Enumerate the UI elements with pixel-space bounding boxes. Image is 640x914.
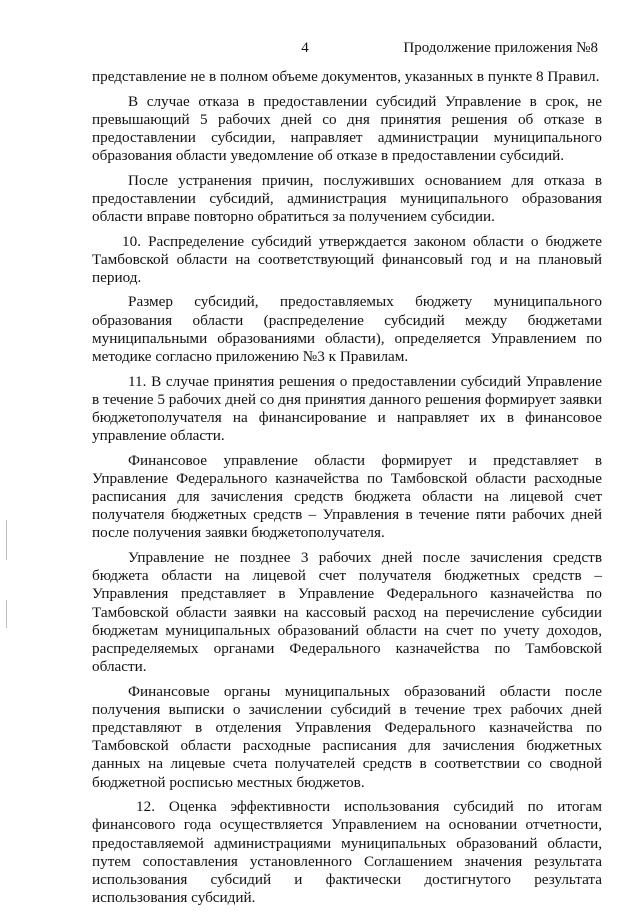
paragraph: 11. В случае принятия решения о предоставлении субсидий Управление в течение 5 рабочих дней со дня принятия данного решения формирует заявки бюджетополучателя на финансирование и направляет их в финансовое управление области. [92,372,602,445]
paragraph: 12. Оценка эффективности использования субсидий по итогам финансового года осуществляется Управлением на основании отчетности, предоставляемой администрациями муниципальных образований области, путем сопоставления установленного Соглашением значения результата использования субсидий и фактически достигнутого результата использования субсидий. [92,798,602,907]
scan-edge-mark [6,600,7,628]
paragraph: Управление не позднее 3 рабочих дней после зачисления средств бюджета области на лицевой счет получателя бюджетных средств – Управления представляет в Управление Федерального казначейства по Тамбовской области заявки на кассовый расход на перечисление субсидии бюджетам муниципальных образований области на счет по учету доходов, распределяемых органами Федерального казначейства по Тамбовской области. [92,548,602,676]
paragraph: Размер субсидий, предоставляемых бюджету муниципального образования области (распределение субсидий между бюджетами муниципальными образованиями области), определяется Управлением по методике согласно приложению №3 к Правилам. [92,293,602,366]
paragraph: Финансовое управление области формирует и представляет в Управление Федерального казначейства по Тамбовской области расходные расписания для зачисления средств бюджета области на лицевой счет получателя бюджетных средств – Управления в течение пяти рабочих дней после получения заявки бюджетополучателя. [92,451,602,542]
scan-edge-mark [6,520,7,560]
page-number: 4 [301,40,309,56]
document-body [92,68,602,914]
paragraph: представление не в полном объеме документов, указанных в пункте 8 Правил. [92,68,600,85]
paragraph: 10. Распределение субсидий утверждается законом области о бюджете Тамбовской области на соответствующий финансовый год и на плановый период. [92,232,602,286]
continuation-header: Продолжение приложения №8 [403,40,598,56]
paragraph: После устранения причин, послуживших основанием для отказа в предоставлении субсидий, администрация муниципального образования области вправе повторно обратиться за получением субсидии. [92,171,602,226]
paragraph: Финансовые органы муниципальных образований области после получения выписки о зачислении субсидий в течение трех рабочих дней представляют в отделения Управления Федерального казначейства по Тамбовской области расходные расписания для зачисления бюджетных данных на лицевые счета получателей средств в соответствии со сводной бюджетной росписью местных бюджетов. [92,682,602,791]
paragraph: В случае отказа в предоставлении субсидий Управление в срок, не превышающий 5 рабочих дней со дня принятия решения об отказе в предоставлении субсидии, направляет администрации муниципального образования области уведомление об отказе в предоставлении субсидий. [92,92,602,165]
